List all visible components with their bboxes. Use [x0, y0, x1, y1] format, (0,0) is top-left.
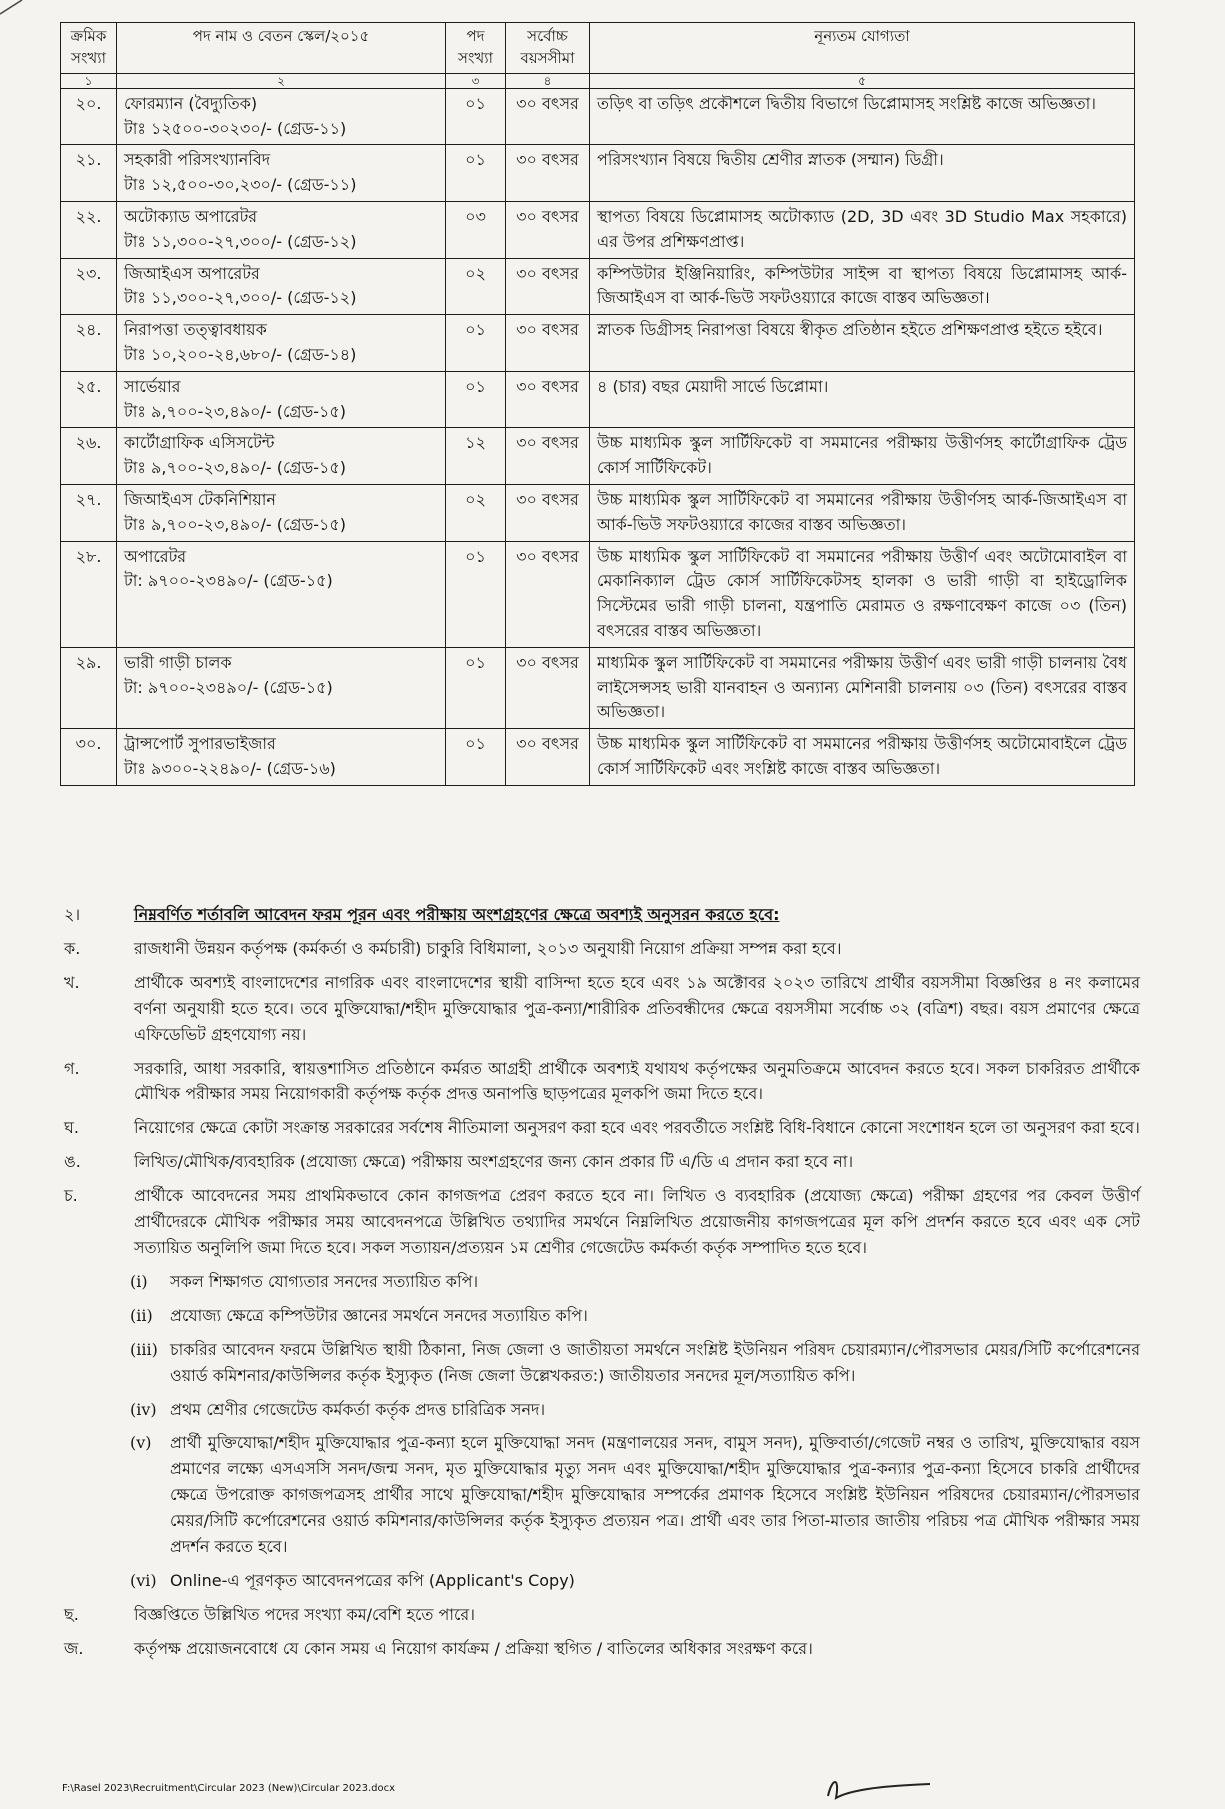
post-cell	[117, 541, 446, 647]
subitem-marker: (ii)	[130, 1305, 153, 1325]
scan-corner-mark	[0, 0, 40, 20]
document-subitem	[130, 1269, 1140, 1295]
pay-scale: টাঃ ৯,৭০০-২৩,৪৯০/- (গ্রেড-১৫)	[124, 401, 347, 421]
post-name: জিআইএস টেকনিশিয়ান	[124, 490, 276, 510]
condition-text: বিজ্ঞপ্তিতে উল্লিখিত পদের সংখ্যা কম/বেশি হতে পারে।	[134, 1604, 475, 1624]
subitem-text: প্রযোজ্য ক্ষেত্রে কম্পিউটার জ্ঞানের সমর্থনে সনদের সত্যায়িত কপি।	[170, 1305, 588, 1325]
count-cell: ০২	[446, 258, 506, 315]
post-name: অটোক্যাড অপারেটর	[124, 207, 258, 227]
subitem-marker: (iii)	[130, 1339, 158, 1359]
pay-scale: টাঃ ১২৫০০-৩০২৩০/- (গ্রেড-১১)	[124, 118, 347, 138]
document-subitem	[130, 1430, 1140, 1560]
section-number: ২।	[64, 905, 81, 924]
post-cell	[117, 88, 446, 145]
qualification-cell: মাধ্যমিক স্কুল সার্টিফিকেট বা সমমানের পরীক্ষায় উত্তীর্ণ এবং ভারী গাড়ী চালনায় বৈধ লাইসেন্সসহ ভারী যানবাহন ও অন্যান্য মেশিনারী চালনায় ০৩ (তিন) বৎসরের বাস্তব অভিজ্ঞতা।	[590, 647, 1135, 728]
table-row	[61, 88, 1135, 145]
post-name: ফোরম্যান (বৈদ্যুতিক)	[124, 93, 258, 113]
job-posts-table	[60, 22, 1135, 786]
condition-item	[60, 1149, 1140, 1175]
table-row	[61, 202, 1135, 259]
subitem-text: প্রথম শ্রেণীর গেজেটেড কর্মকর্তা কর্তৃক প্রদত্ত চারিত্রিক সনদ।	[170, 1399, 546, 1419]
count-cell: ০১	[446, 541, 506, 647]
serial-cell: ২৭.	[61, 485, 117, 542]
age-cell: ৩০ বৎসর	[506, 371, 590, 428]
condition-item	[60, 1183, 1140, 1261]
condition-text: প্রার্থীকে অবশ্যই বাংলাদেশের নাগরিক এবং বাংলাদেশের স্থায়ী বাসিন্দা হতে হবে এবং ১৯ অক্টোবর ২০২৩ তারিখে প্রার্থীর বয়সসীমা বিজ্ঞপ্তির ৪ নং কলামের বর্ণনা অনুযায়ী হতে হবে। তবে মুক্তিযোদ্ধা/শহীদ মুক্তিযোদ্ধার পুত্র-কন্যা/শারীরিক প্রতিবন্ধীদের ক্ষেত্রে বয়সসীমা সর্বোচ্চ ৩২ (বত্রিশ) বছর। বয়স প্রমাণের ক্ষেত্রে এফিডেভিট গ্রহণযোগ্য নয়।	[134, 972, 1140, 1044]
serial-cell: ২১.	[61, 145, 117, 202]
table-row	[61, 428, 1135, 485]
post-name: ভারী গাড়ী চালক	[124, 652, 232, 672]
qualification-cell: উচ্চ মাধ্যমিক স্কুল সার্টিফিকেট বা সমমানের পরীক্ষায় উত্তীর্ণসহ আর্ক-জিআইএস বা আর্ক-ভিউ সফটওয়্যারে কাজের বাস্তব অভিজ্ঞতা।	[590, 485, 1135, 542]
column-number: ২	[117, 73, 446, 88]
column-number: ৪	[506, 73, 590, 88]
subitem-marker: (vi)	[130, 1570, 157, 1590]
serial-cell: ২৮.	[61, 541, 117, 647]
age-cell: ৩০ বৎসর	[506, 315, 590, 372]
post-cell	[117, 729, 446, 786]
serial-cell: ২৩.	[61, 258, 117, 315]
qualification-cell: তড়িৎ বা তড়িৎ প্রকৌশলে দ্বিতীয় বিভাগে ডিপ্লোমাসহ সংশ্লিষ্ট কাজে অভিজ্ঞতা।	[590, 88, 1135, 145]
post-cell	[117, 371, 446, 428]
table-row	[61, 729, 1135, 786]
column-number-row	[61, 73, 1135, 88]
pay-scale: টাঃ ১১,৩০০-২৭,৩০০/- (গ্রেড-১২)	[124, 288, 357, 308]
pay-scale: টাঃ ৯,৭০০-২৩,৪৯০/- (গ্রেড-১৫)	[124, 514, 347, 534]
pay-scale: টা: ৯৭০০-২৩৪৯০/- (গ্রেড-১৫)	[124, 677, 333, 697]
post-cell	[117, 258, 446, 315]
conditions-section	[60, 902, 1140, 1670]
document-subitem	[130, 1568, 1140, 1594]
serial-cell: ২৯.	[61, 647, 117, 728]
age-cell: ৩০ বৎসর	[506, 258, 590, 315]
condition-marker: ঘ.	[64, 1118, 79, 1138]
condition-text: রাজধানী উন্নয়ন কর্তৃপক্ষ (কর্মকর্তা ও কর্মচারী) চাকুরি বিধিমালা, ২০১৩ অনুযায়ী নিয়োগ প্রক্রিয়া সম্পন্ন করা হবে।	[134, 938, 842, 958]
condition-marker: চ.	[64, 1186, 78, 1206]
pay-scale: টাঃ ১০,২০০-২৪,৬৮০/- (গ্রেড-১৪)	[124, 345, 357, 365]
condition-item	[60, 936, 1140, 962]
count-cell: ০১	[446, 647, 506, 728]
count-cell: ০১	[446, 88, 506, 145]
post-name: অপারেটর	[124, 546, 187, 566]
condition-marker: খ.	[64, 972, 80, 992]
condition-marker: ঙ.	[64, 1152, 81, 1172]
condition-marker: গ.	[64, 1058, 80, 1078]
header-count: পদ সংখ্যা	[446, 23, 506, 74]
count-cell: ০১	[446, 371, 506, 428]
pay-scale: টা: ৯৭০০-২৩৪৯০/- (গ্রেড-১৫)	[124, 571, 333, 591]
table-row	[61, 647, 1135, 728]
qualification-cell: পরিসংখ্যান বিষয়ে দ্বিতীয় শ্রেণীর স্নাতক (সম্মান) ডিগ্রী।	[590, 145, 1135, 202]
post-cell	[117, 315, 446, 372]
subitem-marker: (i)	[130, 1271, 148, 1291]
post-name: সহকারী পরিসংখ্যানবিদ	[124, 150, 271, 170]
condition-text: লিখিত/মৌখিক/ব্যবহারিক (প্রযোজ্য ক্ষেত্রে) পরীক্ষায় অংশগ্রহণের জন্য কোন প্রকার টি এ/ডি এ প্রদান করা হবে না।	[134, 1152, 854, 1172]
condition-item	[60, 1115, 1140, 1141]
condition-item	[60, 1636, 1140, 1662]
document-subitem	[130, 1397, 1140, 1423]
count-cell: ০১	[446, 145, 506, 202]
count-cell: ১২	[446, 428, 506, 485]
serial-cell: ২৪.	[61, 315, 117, 372]
signature-mark	[820, 1772, 940, 1802]
condition-text: সরকারি, আধা সরকারি, স্বায়ত্তশাসিত প্রতিষ্ঠানে কর্মরত আগ্রহী প্রার্থীকে অবশ্যই যথাযথ কর্তৃপক্ষের অনুমতিক্রমে আবেদন করতে হবে। সকল চাকরিরত প্রার্থীকে মৌখিক পরীক্ষার সময় নিয়োগকারী কর্তৃপক্ষ কর্তৃক প্রদত্ত অনাপত্তি ছাড়পত্রের মূলকপি জমা দিতে হবে।	[134, 1058, 1140, 1104]
conditions-heading: নিম্নবর্ণিত শর্তাবলি আবেদন ফরম পূরন এবং পরীক্ষায় অংশগ্রহণের ক্ষেত্রে অবশ্যই অনুসরন করতে হবে:	[134, 905, 780, 924]
qualification-cell: স্নাতক ডিগ্রীসহ নিরাপত্তা বিষয়ে স্বীকৃত প্রতিষ্ঠান হইতে প্রশিক্ষণপ্রাপ্ত হইতে হইবে।	[590, 315, 1135, 372]
column-number: ৩	[446, 73, 506, 88]
count-cell: ০২	[446, 485, 506, 542]
age-cell: ৩০ বৎসর	[506, 145, 590, 202]
age-cell: ৩০ বৎসর	[506, 428, 590, 485]
condition-item	[60, 1602, 1140, 1628]
qualification-cell: স্থাপত্য বিষয়ে ডিপ্লোমাসহ অটোক্যাড (2D, 3D এবং 3D Studio Max সহকারে) এর উপর প্রশিক্ষণপ্রাপ্ত।	[590, 202, 1135, 259]
age-cell: ৩০ বৎসর	[506, 729, 590, 786]
age-cell: ৩০ বৎসর	[506, 485, 590, 542]
serial-cell: ২০.	[61, 88, 117, 145]
condition-item	[60, 1056, 1140, 1108]
document-subitem	[130, 1303, 1140, 1329]
post-cell	[117, 428, 446, 485]
post-name: জিআইএস অপারেটর	[124, 263, 260, 283]
post-cell	[117, 202, 446, 259]
conditions-heading-row	[60, 902, 1140, 928]
subitem-text: Online-এ পূরণকৃত আবেদনপত্রের কপি (Applicant's Copy)	[170, 1570, 575, 1590]
age-cell: ৩০ বৎসর	[506, 647, 590, 728]
table-header-row	[61, 23, 1135, 74]
count-cell: ০১	[446, 729, 506, 786]
qualification-cell: ৪ (চার) বছর মেয়াদী সার্ভে ডিপ্লোমা।	[590, 371, 1135, 428]
subitem-text: প্রার্থী মুক্তিযোদ্ধা/শহীদ মুক্তিযোদ্ধার পুত্র-কন্যা হলে মুক্তিযোদ্ধা সনদ (মন্ত্রণালয়ের সনদ, বামুস সনদ), মুক্তিবার্তা/গেজেট নম্বর ও তারিখ, মুক্তিযোদ্ধার বয়স প্রমাণের লক্ষ্যে এসএসসি সনদ/জন্ম সনদ, মৃত মুক্তিযোদ্ধার মৃত্যু সনদ এবং মুক্তিযোদ্ধা/শহীদ মুক্তিযোদ্ধার পুত্র-কন্যার পুত্র-কন্যা হিসেবে চাকরি প্রার্থীদের ক্ষেত্রে উপরোক্ত কাগজপত্রসহ প্রার্থীর সাথে মুক্তিযোদ্ধা/শহীদ মুক্তিযোদ্ধার সম্পর্কের প্রমাণক হিসেবে সংশ্লিষ্ট ইউনিয়ন পরিষদের চেয়ারম্যান/পৌরসভার মেয়র/সিটি কর্পোরেশনের ওয়ার্ড কমিশনার/কাউন্সিলর কর্তৃক ইস্যুকৃত প্রত্যয়ন পত্র। প্রার্থী এবং তার পিতা-মাতার জাতীয় পরিচয় পত্র মৌখিক পরীক্ষার সময় প্রদর্শন করতে হবে।	[170, 1433, 1140, 1557]
post-name: কার্টোগ্রাফিক এসিসটেন্ট	[124, 433, 275, 453]
header-qualification: নূন্যতম যোগ্যতা	[590, 23, 1135, 74]
file-path-footer: F:\Rasel 2023\Recruitment\Circular 2023 (New)\Circular 2023.docx	[62, 1783, 396, 1794]
qualification-cell: উচ্চ মাধ্যমিক স্কুল সার্টিফিকেট বা সমমানের পরীক্ষায় উত্তীর্ণসহ অটোমোবাইলে ট্রেড কোর্স সার্টিফিকেট এবং সংশ্লিষ্ট কাজে বাস্তব অভিজ্ঞতা।	[590, 729, 1135, 786]
column-number: ১	[61, 73, 117, 88]
qualification-cell: উচ্চ মাধ্যমিক স্কুল সার্টিফিকেট বা সমমানের পরীক্ষায় উত্তীর্ণসহ কার্টোগ্রাফিক ট্রেড কোর্স সার্টিফিকেট।	[590, 428, 1135, 485]
count-cell: ০৩	[446, 202, 506, 259]
table-row	[61, 485, 1135, 542]
post-name: নিরাপত্তা তত্ত্বাবধায়ক	[124, 320, 267, 340]
condition-marker: জ.	[64, 1638, 84, 1658]
condition-marker: ক.	[64, 938, 81, 958]
count-cell: ০১	[446, 315, 506, 372]
condition-text: প্রার্থীকে আবেদনের সময় প্রাথমিকভাবে কোন কাগজপত্র প্রেরণ করতে হবে না। লিখিত ও ব্যবহারিক (প্রযোজ্য ক্ষেত্রে) পরীক্ষা গ্রহণের পর কেবল উত্তীর্ণ প্রার্থীদেরকে মৌখিক পরীক্ষার সময় আবেদনপত্রে উল্লিখিত তথ্যাদির সমর্থনে নিম্নলিখিত প্রয়োজনীয় কাগজপত্রের মূল কপি প্রদর্শন করতে হবে এবং এক সেট সত্যায়িত অনুলিপি জমা দিতে হবে। সকল সত্যায়ন/প্রত্যয়ন ১ম শ্রেণীর গেজেটেড কর্মকর্তা কর্তৃক সম্পাদিত হতে হবে।	[134, 1186, 1140, 1257]
document-subitem	[130, 1337, 1140, 1389]
serial-cell: ২৬.	[61, 428, 117, 485]
pay-scale: টাঃ ৯,৭০০-২৩,৪৯০/- (গ্রেড-১৫)	[124, 458, 347, 478]
post-cell	[117, 145, 446, 202]
age-cell: ৩০ বৎসর	[506, 541, 590, 647]
post-name: ট্রান্সপোর্ট সুপারভাইজার	[124, 734, 276, 754]
table-row	[61, 541, 1135, 647]
qualification-cell: উচ্চ মাধ্যমিক স্কুল সার্টিফিকেট বা সমমানের পরীক্ষায় উত্তীর্ণ এবং অটোমোবাইল বা মেকানিক্যাল ট্রেড কোর্স সার্টিফিকেটসহ হালকা ও ভারী গাড়ী বা হাইড্রোলিক সিস্টেমের ভারী গাড়ী চালনা, যন্ত্রপাতি মেরামত ও রক্ষণাবেক্ষণ কাজে ০৩ (তিন) বৎসরের বাস্তব অভিজ্ঞতা।	[590, 541, 1135, 647]
post-cell	[117, 485, 446, 542]
header-post: পদ নাম ও বেতন স্কেল/২০১৫	[117, 23, 446, 74]
condition-item	[60, 970, 1140, 1048]
table-row	[61, 258, 1135, 315]
pay-scale: টাঃ ৯৩০০-২২৪৯০/- (গ্রেড-১৬)	[124, 759, 336, 779]
condition-text: নিয়োগের ক্ষেত্রে কোটা সংক্রান্ত সরকারের সর্বশেষ নীতিমালা অনুসরণ করা হবে এবং পরবর্তীতে সংশ্লিষ্ট বিধি-বিধানে কোনো সংশোধন হলে তা অনুসরণ করা হবে।	[134, 1118, 1140, 1138]
condition-marker: ছ.	[64, 1604, 79, 1624]
serial-cell: ২২.	[61, 202, 117, 259]
table-row	[61, 145, 1135, 202]
subitem-text: চাকরির আবেদন ফরমে উল্লিখিত স্থায়ী ঠিকানা, নিজ জেলা ও জাতীয়তা সমর্থনে সংশ্লিষ্ট ইউনিয়ন পরিষদ চেয়ারম্যান/পৌরসভার মেয়র/সিটি কর্পোরেশনের ওয়ার্ড কমিশনার/কাউন্সিলর কর্তৃক ইস্যুকৃত (নিজ জেলা উল্লেখকরত:) জাতীয়তার সনদের মূল/সত্যায়িত কপি।	[170, 1339, 1140, 1385]
subitem-marker: (v)	[130, 1433, 152, 1453]
table-row	[61, 371, 1135, 428]
subitem-text: সকল শিক্ষাগত যোগ্যতার সনদের সত্যায়িত কপি।	[170, 1271, 479, 1291]
qualification-cell: কম্পিউটার ইঞ্জিনিয়ারিং, কম্পিউটার সাইন্স বা স্থাপত্য বিষয়ে ডিপ্লোমাসহ আর্ক-জিআইএস বা আর্ক-ভিউ সফটওয়্যারে কাজে বাস্তব অভিজ্ঞতা।	[590, 258, 1135, 315]
serial-cell: ২৫.	[61, 371, 117, 428]
post-cell	[117, 647, 446, 728]
table-row	[61, 315, 1135, 372]
serial-cell: ৩০.	[61, 729, 117, 786]
pay-scale: টাঃ ১১,৩০০-২৭,৩০০/- (গ্রেড-১২)	[124, 231, 357, 251]
subitem-marker: (iv)	[130, 1399, 157, 1419]
post-name: সার্ভেয়ার	[124, 376, 181, 396]
column-number: ৫	[590, 73, 1135, 88]
pay-scale: টাঃ ১২,৫০০-৩০,২৩০/- (গ্রেড-১১)	[124, 175, 357, 195]
header-serial: ক্রমিক সংখ্যা	[61, 23, 117, 74]
age-cell: ৩০ বৎসর	[506, 202, 590, 259]
condition-text: কর্তৃপক্ষ প্রয়োজনবোধে যে কোন সময় এ নিয়োগ কার্যক্রম / প্রক্রিয়া স্থগিত / বাতিলের অধিকার সংরক্ষণ করে।	[134, 1638, 813, 1658]
header-age: সর্বোচ্চ বয়সসীমা	[506, 23, 590, 74]
age-cell: ৩০ বৎসর	[506, 88, 590, 145]
